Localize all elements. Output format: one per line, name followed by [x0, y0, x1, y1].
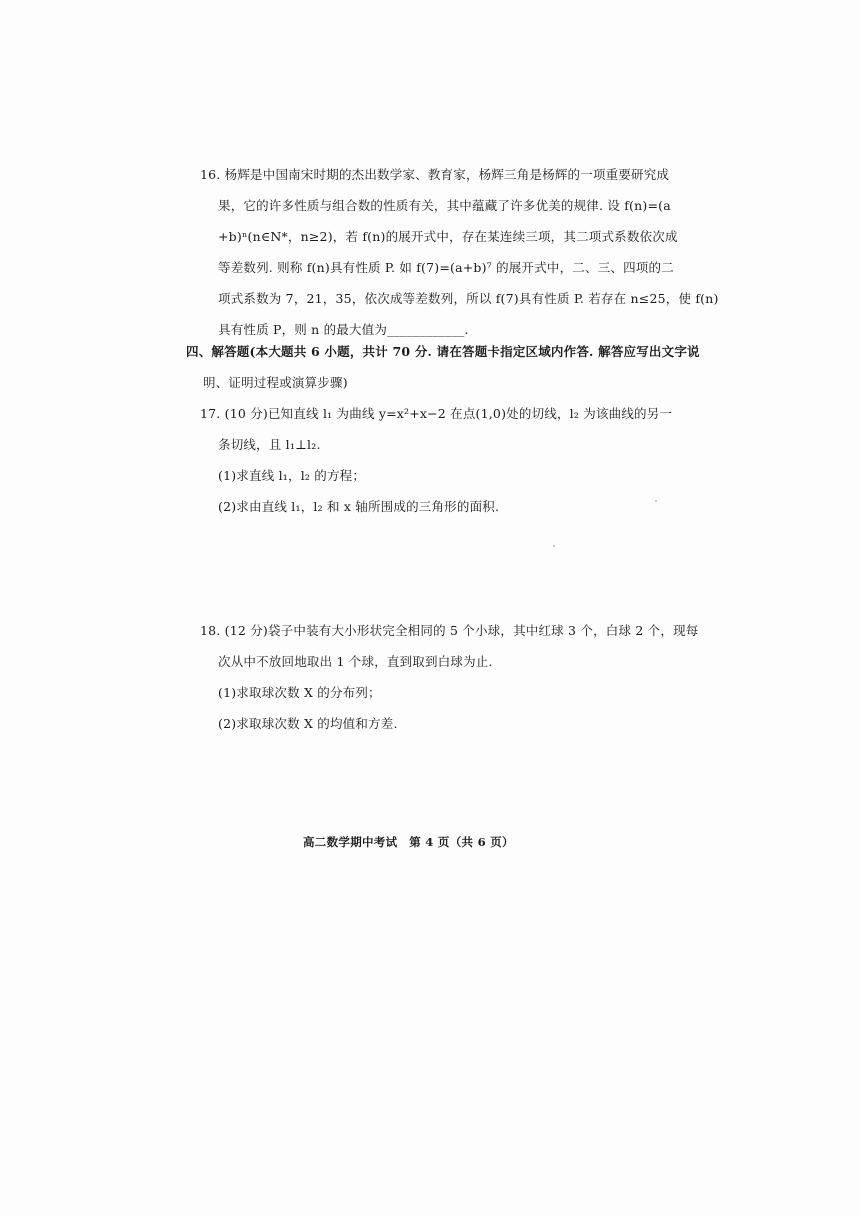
q16-line-4: 等差数列. 则称 f(n)具有性质 P. 如 f(7)=(a+b)⁷ 的展开式中，二、三、四项的二: [218, 260, 674, 275]
q17-line-1: 17. (10 分)已知直线 l₁ 为曲线 y=x²+x−2 在点(1,0)处的切线，l₂ 为该曲线的另一: [200, 406, 673, 421]
q18-line-2: 次从中不放回地取出 1 个球，直到取到白球为止.: [218, 654, 493, 669]
q17-part-2: (2)求由直线 l₁，l₂ 和 x 轴所围成的三角形的面积.: [218, 499, 500, 514]
q17-part-1: (1)求直线 l₁，l₂ 的方程；: [218, 468, 366, 483]
q16-line-5: 项式系数为 7，21，35，依次成等差数列，所以 f(7)具有性质 P. 若存在 n≤25，使 f(n): [218, 291, 719, 306]
section-4-heading-line-1: 四、解答题(本大题共 6 小题，共计 70 分. 请在答题卡指定区域内作答. 解答应写出文字说: [186, 344, 700, 359]
scan-speck: [655, 500, 657, 502]
q18-part-1: (1)求取球次数 X 的分布列；: [218, 685, 381, 700]
q16-line-3: +b)ⁿ(n∈N*，n≥2)，若 f(n)的展开式中，存在某连续三项，其二项式系数依次成: [218, 229, 678, 244]
q16-line-6: 具有性质 P，则 n 的最大值为____________.: [218, 322, 469, 337]
q17-line-2: 条切线，且 l₁⊥l₂.: [218, 437, 321, 452]
section-4-heading-line-2: 明、证明过程或演算步骤): [203, 375, 348, 390]
q18-line-1: 18. (12 分)袋子中装有大小形状完全相同的 5 个小球，其中红球 3 个，白球 2 个，现每: [200, 623, 699, 638]
page-footer: 高二数学期中考试 第 4 页（共 6 页）: [303, 835, 514, 849]
q16-line-2: 果，它的许多性质与组合数的性质有关，其中蕴藏了许多优美的规律. 设 f(n)=(a: [218, 198, 671, 213]
q18-part-2: (2)求取球次数 X 的均值和方差.: [218, 716, 398, 731]
q16-line-1: 16. 杨辉是中国南宋时期的杰出数学家、教育家，杨辉三角是杨辉的一项重要研究成: [200, 167, 670, 182]
scan-speck: [553, 545, 555, 547]
